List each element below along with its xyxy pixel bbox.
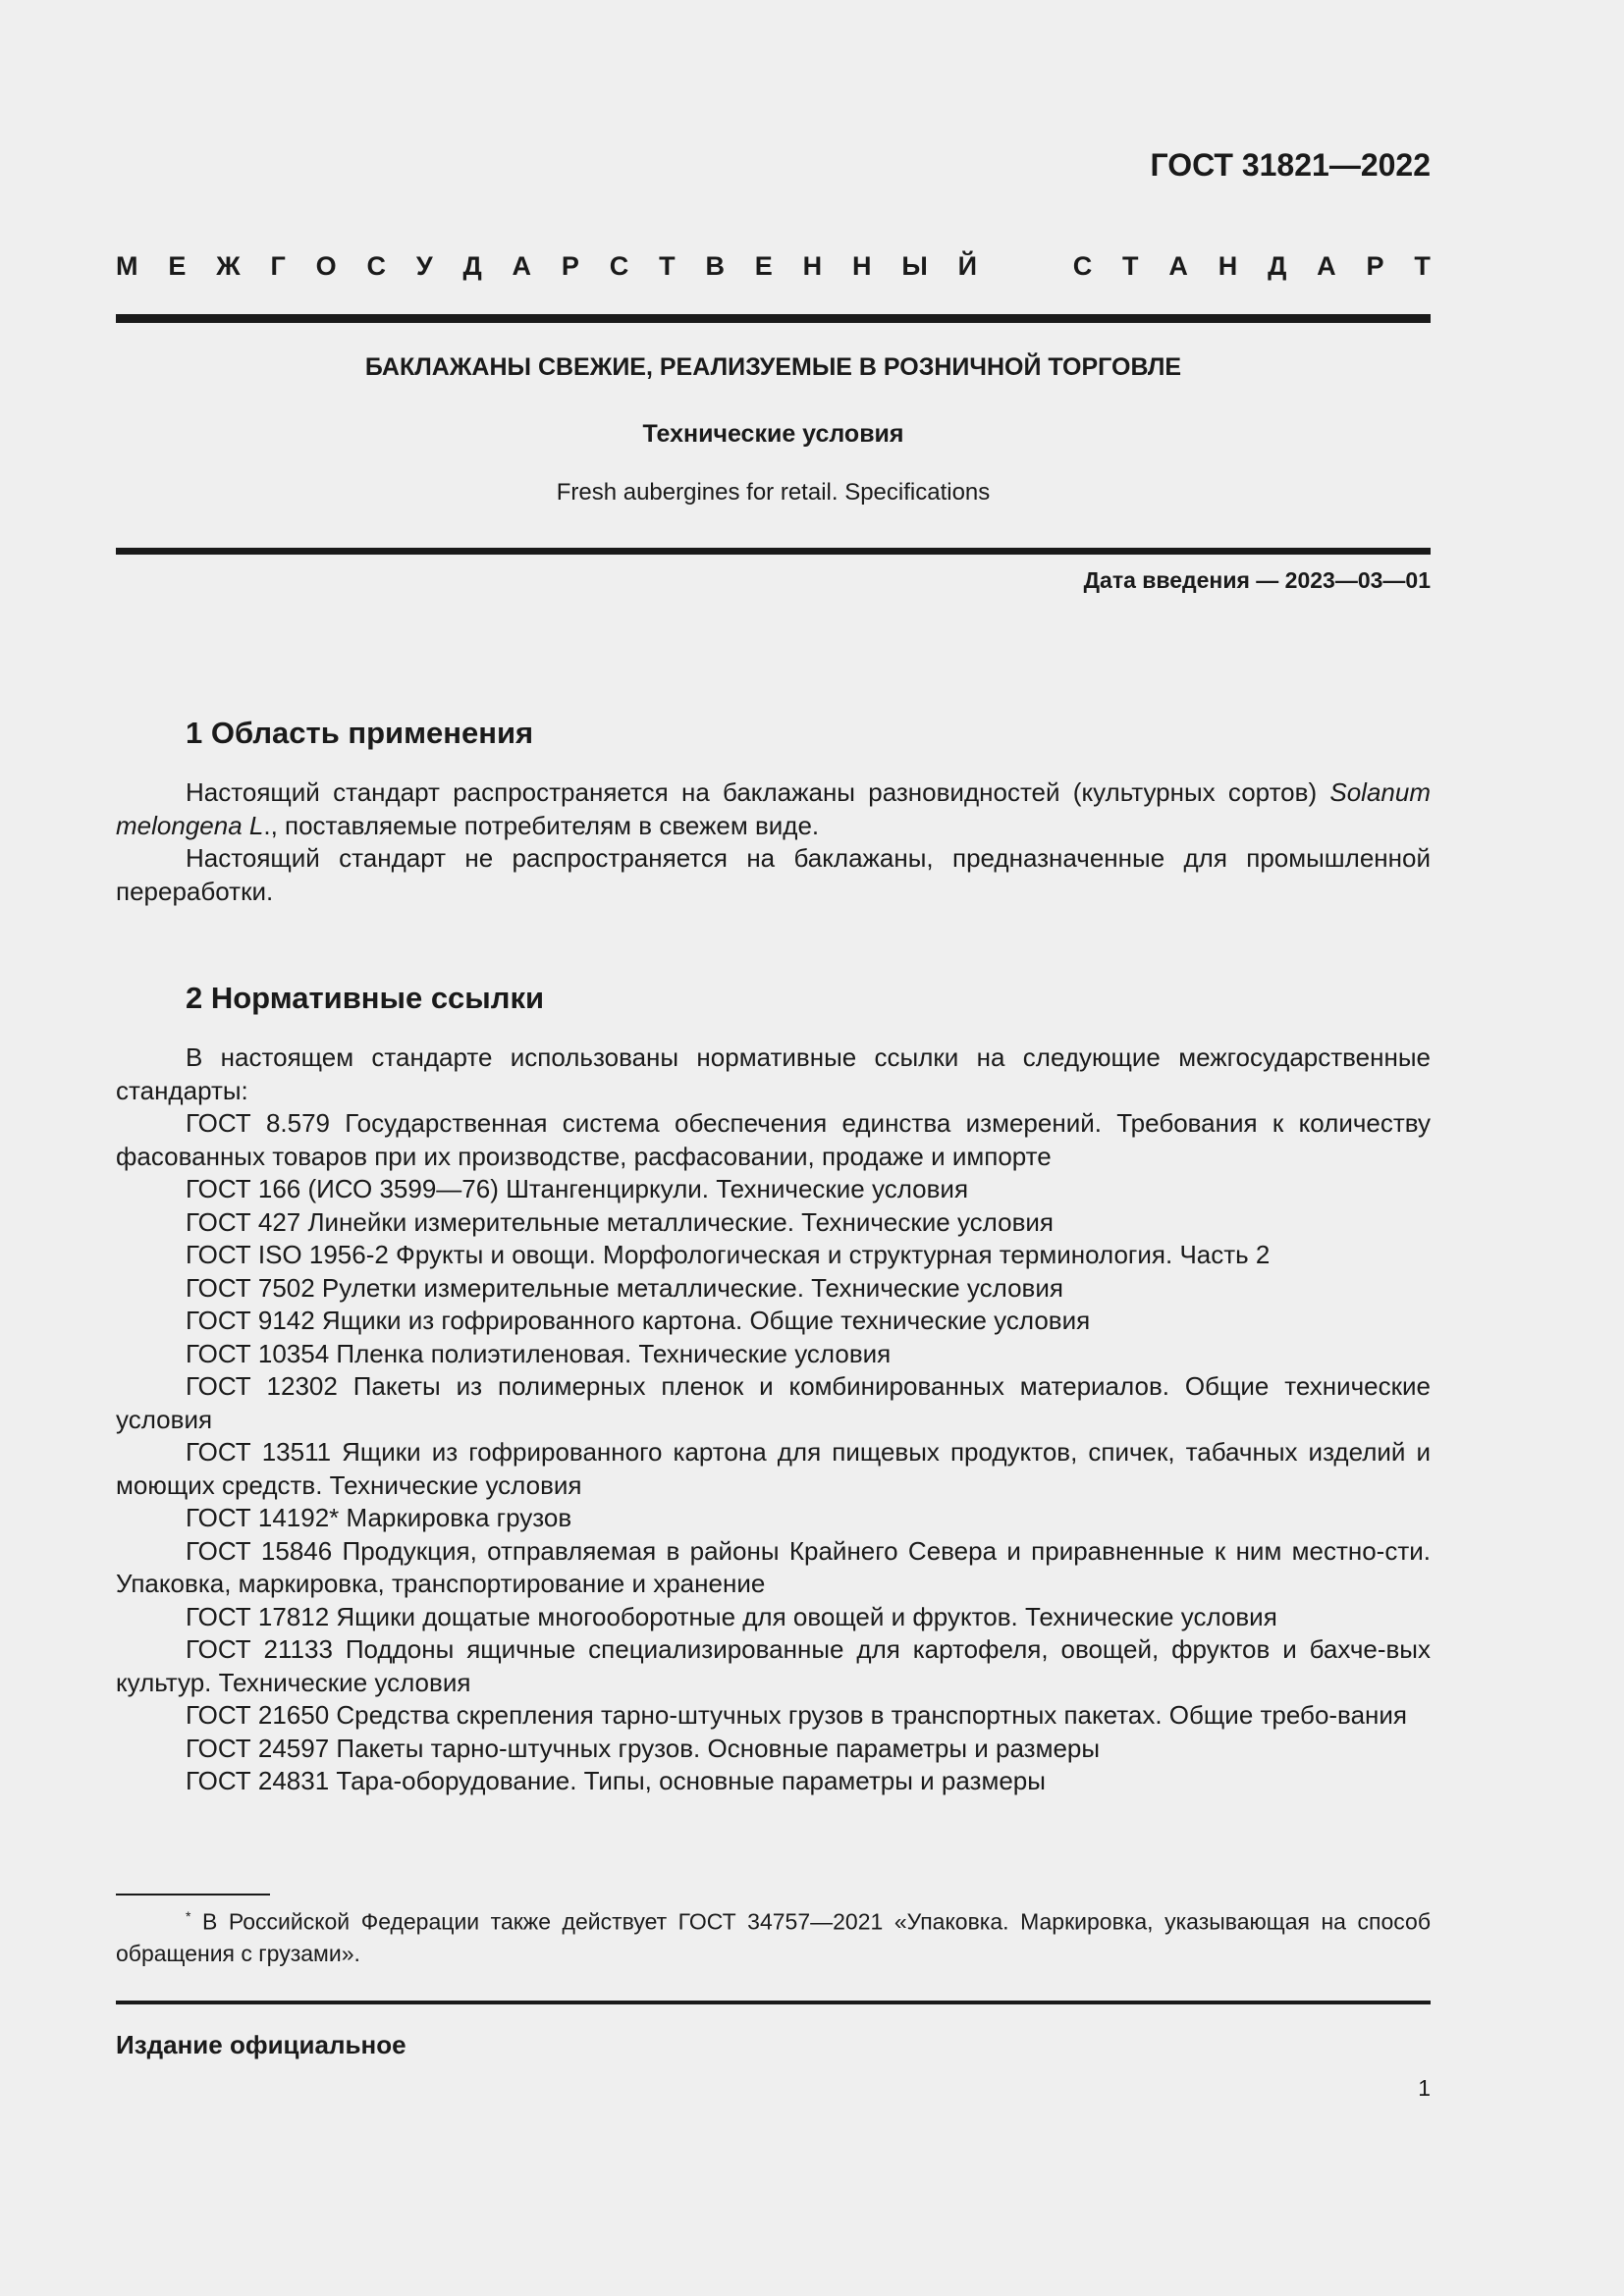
standard-type-letter: Д: [462, 251, 482, 281]
standard-type-letter: Д: [1268, 251, 1287, 281]
reference-item: ГОСТ 21133 Поддоны ящичные специализированные для картофеля, овощей, фруктов и бахче-вых культур. Технические условия: [116, 1634, 1431, 1697]
title-rule: [116, 548, 1431, 555]
footnote-text: В Российской Федерации также действует ГОСТ 34757—2021 «Упаковка. Маркировка, указывающая на способ обращения с грузами».: [116, 1908, 1431, 1966]
section-1-body: [116, 776, 1431, 908]
reference-item: ГОСТ 166 (ИСО 3599—76) Штангенциркули. Технические условия: [186, 1174, 969, 1203]
reference-item: ГОСТ 24597 Пакеты тарно-штучных грузов. Основные параметры и размеры: [186, 1733, 1101, 1763]
english-title: Fresh aubergines for retail. Specifications: [556, 479, 991, 506]
scope-paragraph-1: Настоящий стандарт распространяется на баклажаны разновидностей (культурных сортов) Solanum melongena L., поставляемые потребителям в свежем виде.: [116, 777, 1431, 840]
standard-type-letter: Т: [1122, 251, 1139, 281]
section-2-heading: 2 Нормативные ссылки: [186, 981, 545, 1015]
reference-item: ГОСТ 14192* Маркировка грузов: [186, 1503, 572, 1532]
standard-type-letter: Ж: [216, 251, 241, 281]
document-title: БАКЛАЖАНЫ СВЕЖИЕ, РЕАЛИЗУЕМЫЕ В РОЗНИЧНОЙ ТОРГОВЛЕ: [364, 353, 1182, 381]
footnote-rule: [116, 1894, 270, 1896]
reference-item: ГОСТ 12302 Пакеты из полимерных пленок и комбинированных материалов. Общие технические условия: [116, 1371, 1431, 1434]
standard-type-letter: У: [415, 251, 433, 281]
species-name: Solanum melongena L: [116, 777, 1431, 840]
reference-item: ГОСТ 427 Линейки измерительные металлические. Технические условия: [186, 1206, 1054, 1237]
word-gap: [1007, 251, 1043, 282]
reference-item: ГОСТ ISO 1956-2 Фрукты и овощи. Морфологическая и структурная терминология. Часть 2: [186, 1240, 1271, 1269]
reference-item: ГОСТ 8.579 Государственная система обеспечения единства измерений. Требования к количеству фасованных товаров при их производстве, расфасовании, продаже и импорте: [116, 1108, 1431, 1171]
standard-type-letter: Н: [851, 251, 872, 281]
standard-type-letter: С: [609, 251, 629, 281]
standard-type-letter: Р: [1366, 251, 1384, 281]
official-edition-label: Издание официальное: [116, 2030, 406, 2059]
standard-type-letter: Н: [802, 251, 823, 281]
reference-item: ГОСТ 7502 Рулетки измерительные металлические. Технические условия: [186, 1272, 1063, 1303]
reference-list: [116, 1107, 1431, 1798]
header-rule: [116, 314, 1431, 323]
footnote-marker: *: [186, 1908, 191, 1924]
reference-item: ГОСТ 21650 Средства скрепления тарно-штучных грузов в транспортных пакетах. Общие требо-вания: [186, 1700, 1408, 1730]
document-number: ГОСТ 31821—2022: [1150, 147, 1431, 183]
standard-type-letter: Г: [270, 251, 286, 281]
scope-paragraph-2: Настоящий стандарт не распространяется на баклажаны, предназначенные для промышленной переработки.: [116, 843, 1431, 906]
page-number: 1: [1418, 2075, 1431, 2101]
reference-item: ГОСТ 9142 Ящики из гофрированного картона. Общие технические условия: [186, 1306, 1091, 1335]
introduction-date: Дата введения — 2023—03—01: [1083, 567, 1431, 593]
section-2-body: [116, 1041, 1431, 1798]
standard-type-letter: А: [512, 251, 532, 281]
reference-item: ГОСТ 17812 Ящики дощатые многооборотные для овощей и фруктов. Технические условия: [186, 1601, 1277, 1631]
standard-type-letter: А: [1168, 251, 1188, 281]
footnote: [116, 1900, 1431, 1969]
standard-type-letter: Й: [957, 251, 978, 281]
standard-type-letter: М: [116, 251, 138, 281]
reference-item: ГОСТ 10354 Пленка полиэтиленовая. Технические условия: [186, 1338, 892, 1368]
standard-type-line: [116, 251, 1431, 282]
standard-type-letter: А: [1317, 251, 1336, 281]
standard-type-letter: Е: [168, 251, 187, 281]
section-1-heading: 1 Область применения: [186, 716, 534, 750]
standard-type-letter: О: [315, 251, 337, 281]
standard-type-letter: Т: [1414, 251, 1431, 281]
reference-item: ГОСТ 15846 Продукция, отправляемая в районы Крайнего Севера и приравненные к ним местно-сти. Упаковка, маркировка, транспортирование и хранение: [116, 1535, 1431, 1598]
document-subtitle: Технические условия: [642, 420, 904, 448]
reference-item: ГОСТ 13511 Ящики из гофрированного картона для пищевых продуктов, спичек, табачных изделий и моющих средств. Технические условия: [116, 1437, 1431, 1500]
standard-type-letter: С: [1072, 251, 1093, 281]
standard-type-letter: В: [705, 251, 725, 281]
standard-type-letter: Р: [561, 251, 579, 281]
footer-rule: [116, 2001, 1431, 2004]
reference-item: ГОСТ 24831 Тара-оборудование. Типы, основные параметры и размеры: [186, 1766, 1046, 1795]
standard-type-letter: Т: [659, 251, 676, 281]
references-intro: В настоящем стандарте использованы нормативные ссылки на следующие межгосударственные стандарты:: [116, 1042, 1431, 1105]
standard-type-letter: Ы: [901, 251, 928, 281]
standard-type-letter: С: [366, 251, 386, 281]
standard-type-letter: Е: [754, 251, 773, 281]
standard-type-letter: Н: [1218, 251, 1238, 281]
